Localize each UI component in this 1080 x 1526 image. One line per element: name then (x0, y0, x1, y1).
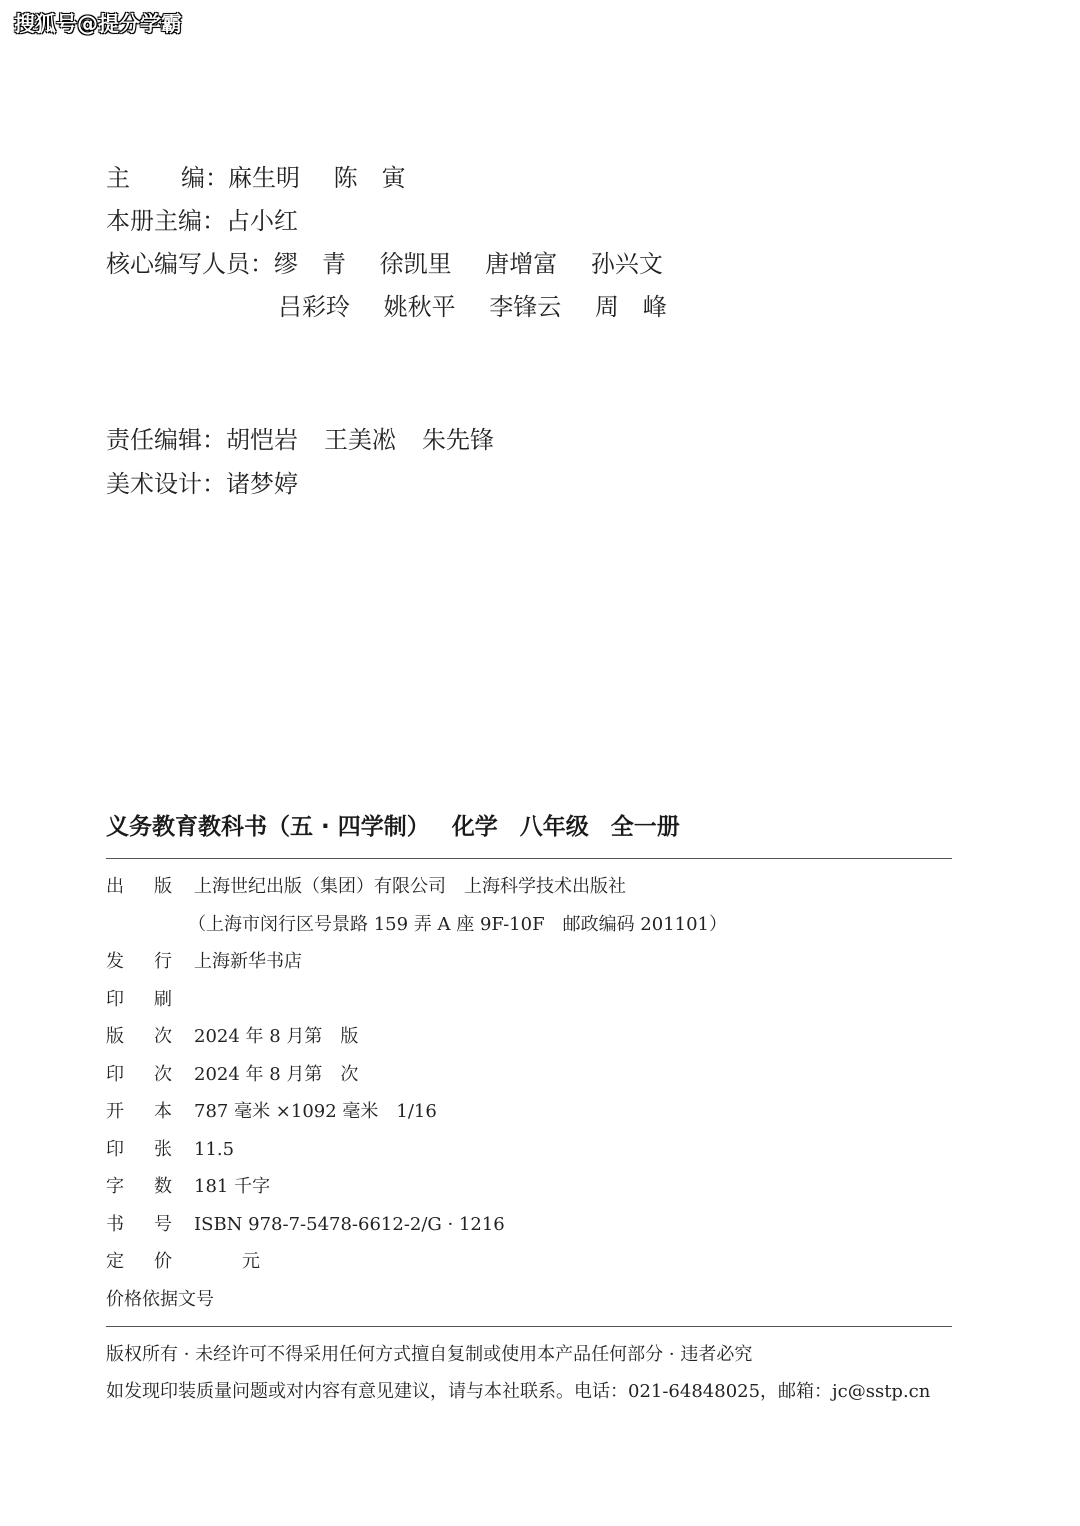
responsible-editor-names (226, 426, 520, 454)
word-count-value: 181 千字 (194, 1176, 271, 1197)
writer-name: 孙兴文 (590, 250, 663, 278)
colophon-isbn: 书 号 ISBN 978-7-5478-6612-2/G · 1216 (106, 1206, 727, 1244)
responsible-editor-row (106, 418, 520, 462)
core-writers-row (106, 243, 693, 286)
volume-editor-name: 占小红 (226, 207, 298, 235)
responsible-editor-label: 责任编辑： (106, 426, 226, 454)
publisher-value: 上海世纪出版（集团）有限公司 上海科学技术出版社 (194, 876, 626, 897)
writer-name: 李锋云 (489, 293, 562, 321)
sheets-value: 11.5 (194, 1138, 235, 1160)
colophon-sheets: 印 张 11.5 (106, 1131, 727, 1169)
book-series: 义务教育教科书（五 · 四学制） (106, 814, 430, 840)
book-volume: 全一册 (610, 814, 680, 840)
colophon-edition: 版 次 2024 年 8 月第 版 (106, 1018, 727, 1056)
colophon-format: 开 本 787 毫米 ×1092 毫米 1/16 (106, 1093, 727, 1131)
format-value: 787 毫米 ×1092 毫米 1/16 (194, 1101, 437, 1122)
colophon-distributor: 发 行 上海新华书店 (106, 943, 727, 981)
art-design-row (106, 462, 520, 506)
editor-credits (106, 157, 693, 329)
colophon-price: 定 价 元 (106, 1243, 727, 1281)
watermark: 搜狐号@提分学霸 (14, 12, 182, 36)
volume-editor-row (106, 200, 693, 243)
colophon (106, 868, 727, 1318)
writer-name: 吕彩玲 (278, 293, 350, 321)
art-designer-name: 诸梦婷 (226, 470, 298, 498)
book-grade: 八年级 (519, 814, 589, 840)
colophon-printer: 印 刷 (106, 988, 172, 1010)
editor-name: 陈 寅 (333, 164, 406, 192)
printing-value: 2024 年 8 月第 次 (194, 1063, 359, 1085)
colophon-word-count: 字 数 181 千字 (106, 1168, 727, 1206)
divider-top (106, 858, 952, 859)
edition-value: 2024 年 8 月第 版 (194, 1026, 359, 1047)
colophon-price-basis (106, 1281, 727, 1319)
volume-editor-label: 本册主编： (106, 207, 226, 235)
colophon-printing: 印 次 2024 年 8 月第 次 (106, 1056, 727, 1094)
writer-name: 姚秋平 (383, 293, 456, 321)
writer-name: 周 峰 (594, 293, 667, 321)
footer-notice (106, 1336, 930, 1410)
editor-name: 朱先锋 (422, 426, 494, 454)
distributor-value: 上海新华书店 (194, 951, 302, 972)
chief-editor-label: 主 编： (106, 164, 229, 192)
editor-name: 王美凇 (324, 426, 396, 454)
editor-name: 胡恺岩 (226, 426, 298, 454)
colophon-address (106, 906, 727, 944)
price-value: 元 (242, 1251, 260, 1272)
editor-name: 麻生明 (228, 164, 300, 192)
colophon-publisher: 出 版 上海世纪出版（集团）有限公司 上海科学技术出版社 (106, 868, 727, 906)
art-design-label: 美术设计： (106, 470, 226, 498)
staff-credits (106, 418, 520, 506)
contact-notice: 如发现印装质量问题或对内容有意见建议，请与本社联系。电话：021-64848025，邮箱：jc@sstp.cn (106, 1381, 931, 1402)
writer-name: 缪 青 (274, 250, 346, 278)
writer-name: 徐凯里 (379, 250, 452, 278)
writer-name: 唐增富 (485, 250, 558, 278)
publisher-address: （上海市闵行区号景路 159 弄 A 座 9F-10F 邮政编码 201101） (188, 913, 728, 935)
core-writers-names (274, 243, 689, 286)
divider-bottom (106, 1326, 952, 1327)
core-writers-names-2 (278, 286, 693, 329)
book-subject: 化学 (451, 814, 498, 840)
isbn-value: ISBN 978-7-5478-6612-2/G · 1216 (194, 1213, 505, 1235)
copyright-notice: 版权所有 · 未经许可不得采用任何方式擅自复制或使用本产品任何部分 · 违者必究 (106, 1344, 753, 1365)
book-title (106, 808, 702, 841)
core-writers-label: 核心编写人员： (106, 250, 274, 278)
price-basis: 价格依据文号 (106, 1288, 214, 1310)
chief-editor-names (228, 157, 432, 200)
chief-editor-row (106, 157, 693, 200)
core-writers-row-2 (106, 286, 693, 329)
